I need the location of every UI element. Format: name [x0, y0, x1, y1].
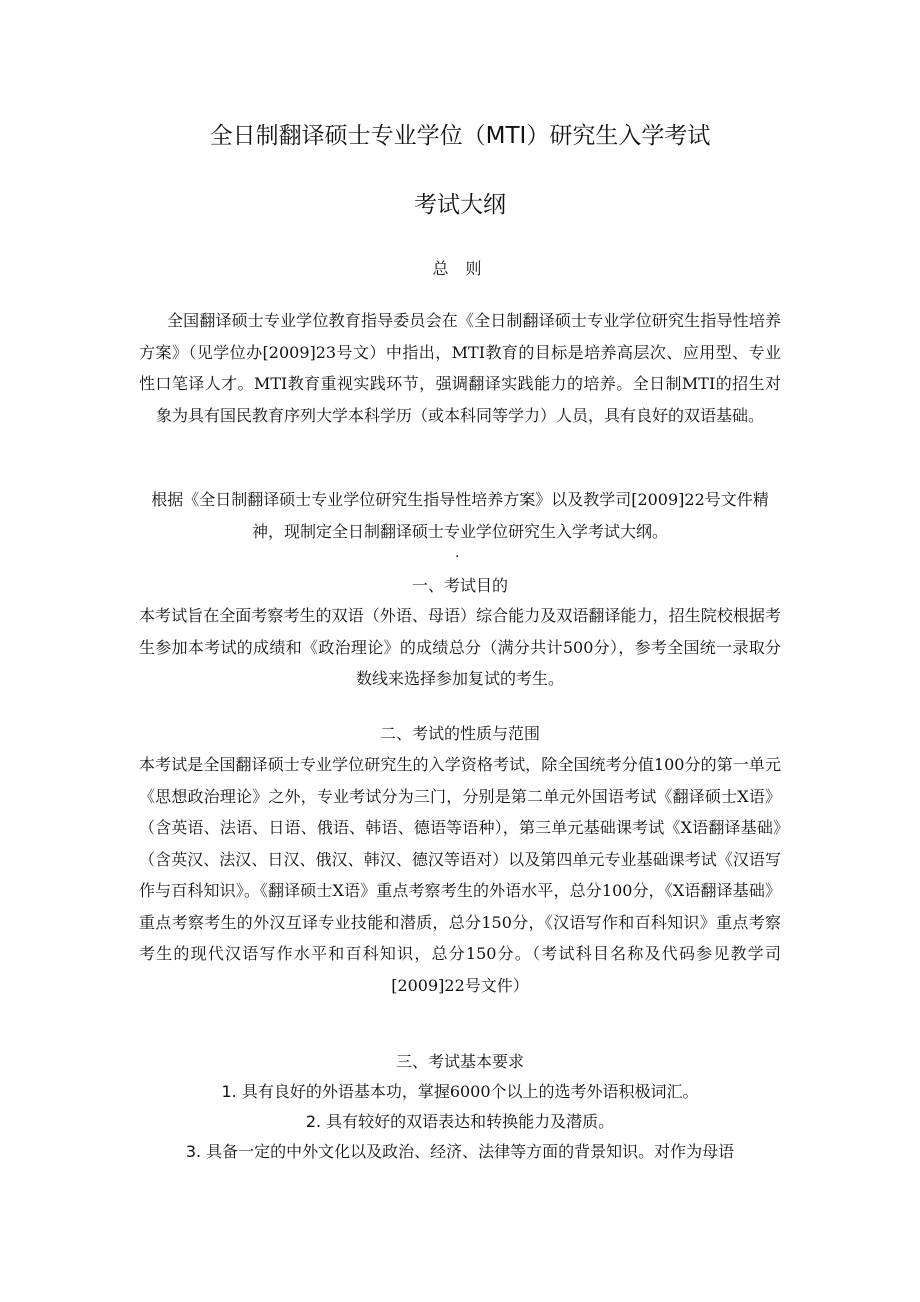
- basis-paragraph: 根据《全日制翻译硕士专业学位研究生指导性培养方案》以及教学司[2009]22号文件精神，现制定全日制翻译硕士专业学位研究生入学考试大纲。: [151, 490, 769, 541]
- requirement-item: [139, 1137, 781, 1167]
- general-heading: 总 则: [432, 259, 488, 278]
- document-title: 全日制翻译硕士专业学位（MTI）研究生入学考试: [209, 123, 711, 149]
- section-heading-requirements: 三、考试基本要求: [395, 1052, 524, 1071]
- requirement-text: 具有较好的双语表达和转换能力及潜质。: [326, 1112, 615, 1131]
- section-heading-purpose: 一、考试目的: [411, 576, 508, 595]
- requirement-number: 2.: [305, 1112, 322, 1131]
- intro-paragraph: 全国翻译硕士专业学位教育指导委员会在《全日制翻译硕士专业学位研究生指导性培养方案》（见学位办[2009]23号文）中指出，MTI教育的目标是培养高层次、应用型、专业性口笔译人才。MTI教育重视实践环节，强调翻译实践能力的培养。全日制MTI的招生对象为具有国民教育序列大学本科学历（或本科同等学力）人员，具有良好的双语基础。: [139, 311, 781, 425]
- requirement-text: 具有良好的外语基本功，掌握6000个以上的选考外语积极词汇。: [241, 1082, 699, 1101]
- document-subtitle: 考试大纲: [414, 192, 506, 218]
- separator-dot: .: [455, 545, 460, 561]
- requirement-number: 1.: [221, 1082, 237, 1101]
- requirement-item: [139, 1077, 781, 1107]
- requirement-number: 3.: [185, 1142, 202, 1161]
- requirement-text: 具备一定的中外文化以及政治、经济、法律等方面的背景知识。对作为母语: [206, 1142, 735, 1161]
- section-heading-nature-scope: 二、考试的性质与范围: [379, 724, 540, 743]
- requirement-item: [139, 1107, 781, 1137]
- section-body-nature-scope: 本考试是全国翻译硕士专业学位研究生的入学资格考试，除全国统考分值100分的第一单元《思想政治理论》之外，专业考试分为三门，分别是第二单元外国语考试《翻译硕士X语》（含英语、法语、日语、俄语、韩语、德语等语种），第三单元基础课考试《X语翻译基础》（含英汉、法汉、日汉、俄汉、韩汉、德汉等语对）以及第四单元专业基础课考试《汉语写作与百科知识》。《翻译硕士X语》重点考察考生的外语水平，总分100分，《X语翻译基础》重点考察考生的外汉互译专业技能和潜质，总分150分，《汉语写作和百科知识》重点考察考生的现代汉语写作水平和百科知识，总分150分。（考试科目名称及代码参见教学司[2009]22号文件）: [139, 755, 781, 995]
- section-body-purpose: 本考试旨在全面考察考生的双语（外语、母语）综合能力及双语翻译能力，招生院校根据考生参加本考试的成绩和《政治理论》的成绩总分（满分共计500分），参考全国统一录取分数线来选择参加复试的考生。: [139, 606, 781, 688]
